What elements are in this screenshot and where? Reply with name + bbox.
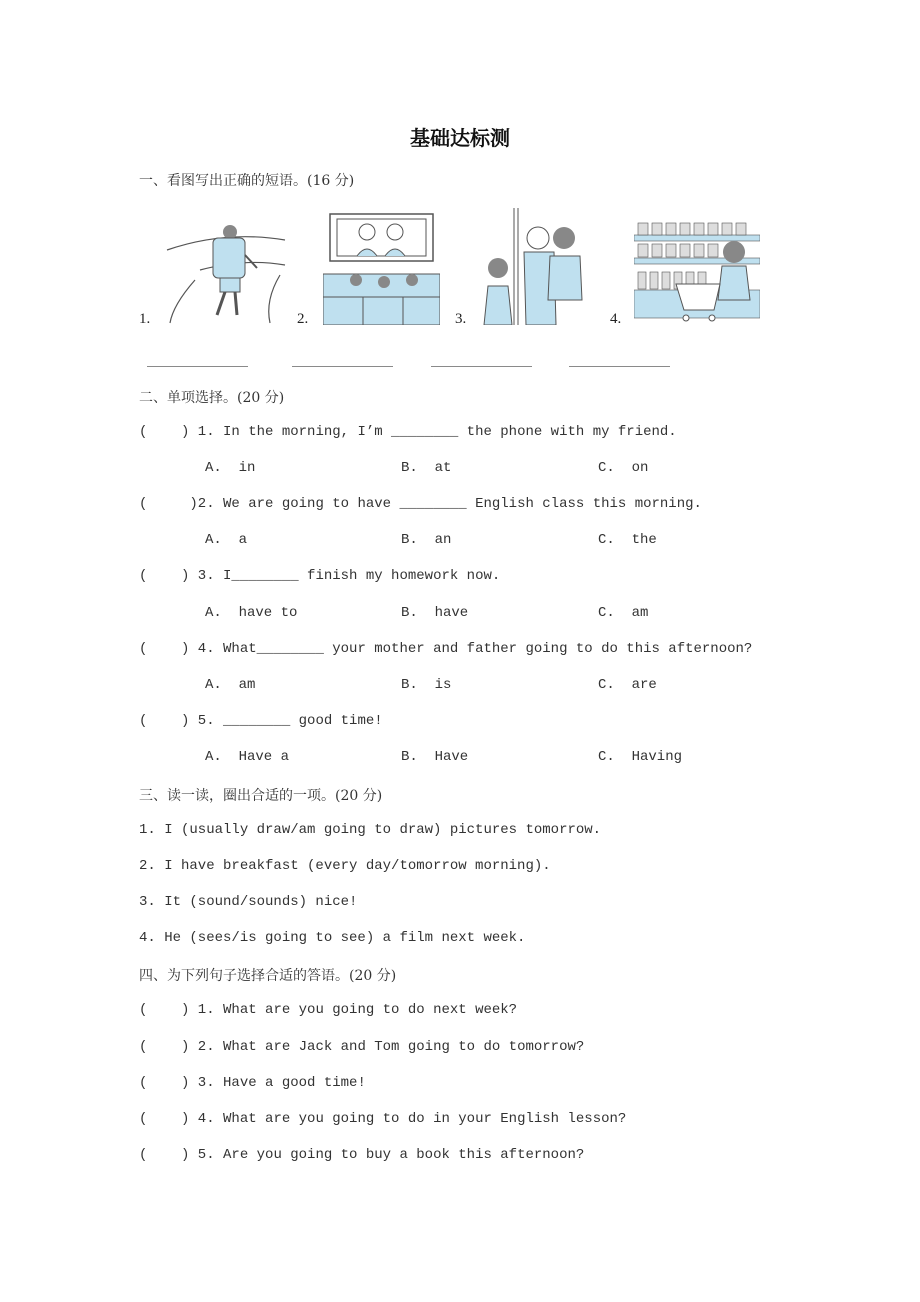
question-text: In the morning, I’m ________ the phone with my friend.	[223, 424, 677, 440]
mc-question-5	[139, 713, 383, 729]
mc-option-5a[interactable]: A. Have a	[205, 749, 290, 765]
answer-blank-2[interactable]	[292, 366, 393, 367]
picture-number-3: 3.	[455, 311, 467, 327]
question-text: What are you going to do next week?	[223, 1002, 518, 1018]
question-prefix: ( ) 1.	[139, 1002, 215, 1018]
mc-option-2c[interactable]: C. the	[598, 532, 657, 548]
cinema-picture	[323, 212, 440, 325]
question-prefix: ( ) 3.	[139, 568, 215, 584]
question-text: Have a good time!	[223, 1075, 366, 1091]
mc-option-2b[interactable]: B. an	[401, 532, 452, 548]
question-prefix: ( ) 4.	[139, 1111, 215, 1127]
section3-heading: 三、读一读，圈出合适的一项。(20 分)	[139, 788, 383, 804]
question-prefix: ( ) 1.	[139, 424, 215, 440]
mc-question-2	[139, 496, 702, 512]
match-question-2	[139, 1039, 584, 1055]
mc-option-5b[interactable]: B. Have	[401, 749, 469, 765]
question-prefix: ( ) 5.	[139, 1147, 215, 1163]
picture-number-1: 1.	[139, 311, 151, 327]
section1-heading: 一、看图写出正确的短语。(16 分)	[139, 173, 355, 189]
hiking-picture	[165, 220, 290, 325]
match-question-3	[139, 1075, 366, 1091]
mc-option-4a[interactable]: A. am	[205, 677, 256, 693]
mc-option-1a[interactable]: A. in	[205, 460, 256, 476]
mc-option-5c[interactable]: C. Having	[598, 749, 683, 765]
mc-question-1	[139, 424, 677, 440]
mc-option-2a[interactable]: A. a	[205, 532, 248, 548]
question-prefix: ( ) 3.	[139, 1075, 215, 1091]
circle-item-4[interactable]: 4. He (sees/is going to see) a film next week.	[139, 930, 526, 946]
question-text: I________ finish my homework now.	[223, 568, 501, 584]
mc-option-1b[interactable]: B. at	[401, 460, 452, 476]
question-prefix: ( ) 5.	[139, 713, 215, 729]
mc-option-4b[interactable]: B. is	[401, 677, 452, 693]
match-question-5	[139, 1147, 584, 1163]
page-title: 基础达标测	[410, 126, 510, 150]
match-question-1	[139, 1002, 517, 1018]
mc-option-3c[interactable]: C. am	[598, 605, 649, 621]
question-text: What are Jack and Tom going to do tomorrow?	[223, 1039, 585, 1055]
mc-question-3	[139, 568, 500, 584]
section2-heading: 二、单项选择。(20 分)	[139, 390, 285, 406]
question-prefix: ( )2.	[139, 496, 215, 512]
mc-option-3b[interactable]: B. have	[401, 605, 469, 621]
question-prefix: ( ) 2.	[139, 1039, 215, 1055]
visiting-grandparents-picture	[476, 208, 586, 325]
mc-question-4	[139, 641, 752, 657]
supermarket-shopping-picture	[634, 220, 760, 325]
answer-blank-1[interactable]	[147, 366, 248, 367]
circle-item-3[interactable]: 3. It (sound/sounds) nice!	[139, 894, 358, 910]
question-text: Are you going to buy a book this afternoon?	[223, 1147, 585, 1163]
answer-blank-4[interactable]	[569, 366, 670, 367]
match-question-4	[139, 1111, 626, 1127]
answer-blank-3[interactable]	[431, 366, 532, 367]
question-text: What are you going to do in your English lesson?	[223, 1111, 627, 1127]
question-text: What________ your mother and father going to do this afternoon?	[223, 641, 753, 657]
mc-option-4c[interactable]: C. are	[598, 677, 657, 693]
section4-heading: 四、为下列句子选择合适的答语。(20 分)	[139, 968, 397, 984]
question-text: ________ good time!	[223, 713, 383, 729]
question-prefix: ( ) 4.	[139, 641, 215, 657]
mc-option-3a[interactable]: A. have to	[205, 605, 298, 621]
question-text: We are going to have ________ English class this morning.	[223, 496, 702, 512]
mc-option-1c[interactable]: C. on	[598, 460, 649, 476]
circle-item-2[interactable]: 2. I have breakfast (every day/tomorrow morning).	[139, 858, 551, 874]
circle-item-1[interactable]: 1. I (usually draw/am going to draw) pictures tomorrow.	[139, 822, 602, 838]
picture-number-2: 2.	[297, 311, 309, 327]
picture-number-4: 4.	[610, 311, 622, 327]
